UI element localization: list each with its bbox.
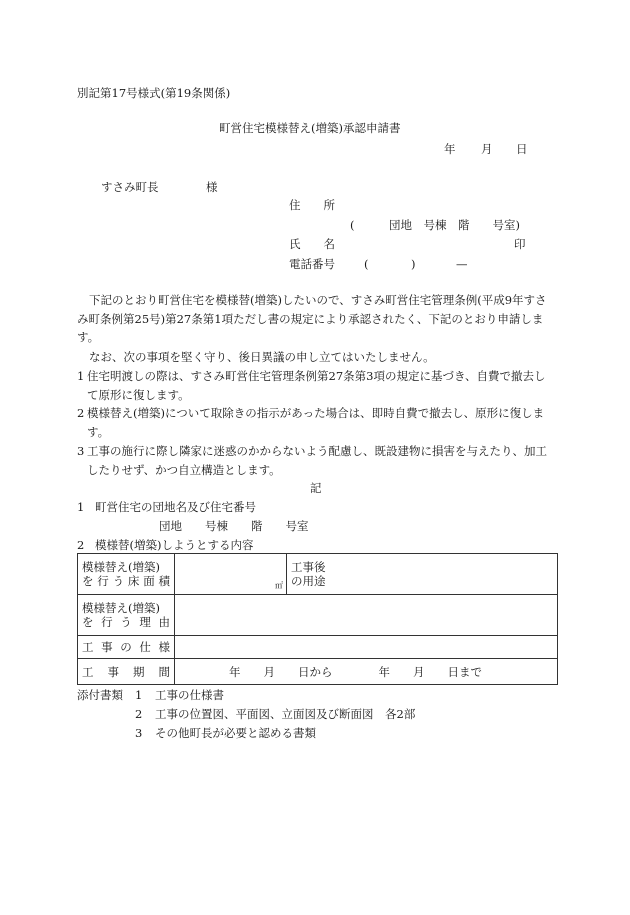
date-day-label: 日 [516, 142, 528, 156]
floor-area-input-cell[interactable] [175, 554, 287, 595]
table-row [78, 636, 558, 659]
addressee-name: すさみ町長 [101, 180, 159, 194]
floor-area-label-cell [78, 554, 175, 595]
pledge-item [77, 404, 555, 441]
pledge-item [77, 442, 555, 479]
period-input-cell[interactable]: 年 月 日から 年 月 日まで [175, 659, 558, 685]
attachment-number: 1 [135, 688, 143, 702]
pledge-item [77, 367, 555, 404]
period-label-cell: 工事期間 [78, 659, 175, 685]
attachment-text: その他町長が必要と認める書類 [155, 726, 316, 740]
record-item-2-number: 2 [77, 538, 85, 552]
record-item-1-number: 1 [77, 500, 85, 514]
pledge-item-text: 工事の施行に際し隣家に迷惑のかからないよう配慮し、既設建物に損害を与えたり、加工したりせず、かつ自立構造とします。 [87, 444, 547, 477]
attachment-text: 工事の位置図、平面図、立面図及び断面図 各2部 [155, 707, 416, 721]
pledge-item-text: 模様替え(増築)について取除きの指示があった場合は、即時自費で撤去し、原形に復します。 [87, 406, 545, 439]
reason-label-cell [78, 595, 175, 636]
attachment-number: 2 [135, 707, 143, 721]
spec-input-cell[interactable] [175, 636, 558, 659]
address-label: 住 所 [289, 198, 335, 212]
phone-close-paren: ) [411, 257, 416, 271]
form-number: 別記第17号様式(第19条関係) [77, 86, 231, 100]
phone-label: 電話番号 [289, 257, 335, 271]
page-title: 町営住宅模様替え(増築)承認申請書 [219, 121, 401, 135]
pledge-item-number: 2 [77, 406, 85, 420]
reason-input-cell[interactable] [175, 595, 558, 636]
renovation-table [77, 553, 558, 685]
phone-dash: — [456, 257, 468, 271]
pledge-paragraph: なお、次の事項を堅く守り、後日異議の申し立てはいたしません。 [89, 350, 435, 364]
date-year-label: 年 [444, 142, 456, 156]
name-label: 氏 名 [289, 237, 335, 251]
record-item-1-detail: 団地 号棟 階 号室 [159, 519, 309, 533]
pledge-item-number: 3 [77, 444, 85, 458]
reason-label-line1: 模様替え(増築) [82, 601, 160, 615]
attachment-number: 3 [135, 726, 143, 740]
reason-label-line2: を行う理由 [82, 615, 170, 629]
pledge-item-number: 1 [77, 369, 85, 383]
record-item-2-title: 模様替(増築)しようとする内容 [95, 538, 254, 552]
addressee-honorific: 様 [206, 180, 218, 194]
attachment-text: 工事の仕様書 [155, 688, 224, 702]
seal-mark: 印 [514, 237, 526, 251]
floor-area-label-line2: を行う床面積 [82, 574, 170, 588]
square-meter-unit: ㎡ [275, 581, 283, 590]
table-row [78, 554, 558, 595]
table-row [78, 659, 558, 685]
spec-label-cell: 工事の仕様 [78, 636, 175, 659]
record-heading: 記 [310, 481, 322, 495]
request-paragraph: 下記のとおり町営住宅を模様替(増築)したいので、すさみ町営住宅管理条例(平成9年すさみ町条例第25号)第27条第1項ただし書の規定により承認されたく、下記のとおり申請します。 [77, 293, 547, 344]
attachments-label: 添付書類 [77, 688, 123, 702]
record-item-1-title: 町営住宅の団地名及び住宅番号 [95, 500, 256, 514]
after-use-cell[interactable] [287, 554, 558, 595]
pledge-item-text: 住宅明渡しの際は、すさみ町営住宅管理条例第27条第3項の規定に基づき、自費で撤去して原形に復します。 [87, 369, 546, 402]
after-use-label-line1: 工事後 [291, 560, 326, 574]
table-row [78, 595, 558, 636]
phone-open-paren: ( [364, 257, 369, 271]
after-use-label-line2: の用途 [291, 574, 326, 588]
address-detail: ( 団地 号棟 階 号室) [350, 218, 520, 232]
floor-area-label-line1: 模様替え(増築) [82, 560, 160, 574]
date-month-label: 月 [481, 142, 493, 156]
